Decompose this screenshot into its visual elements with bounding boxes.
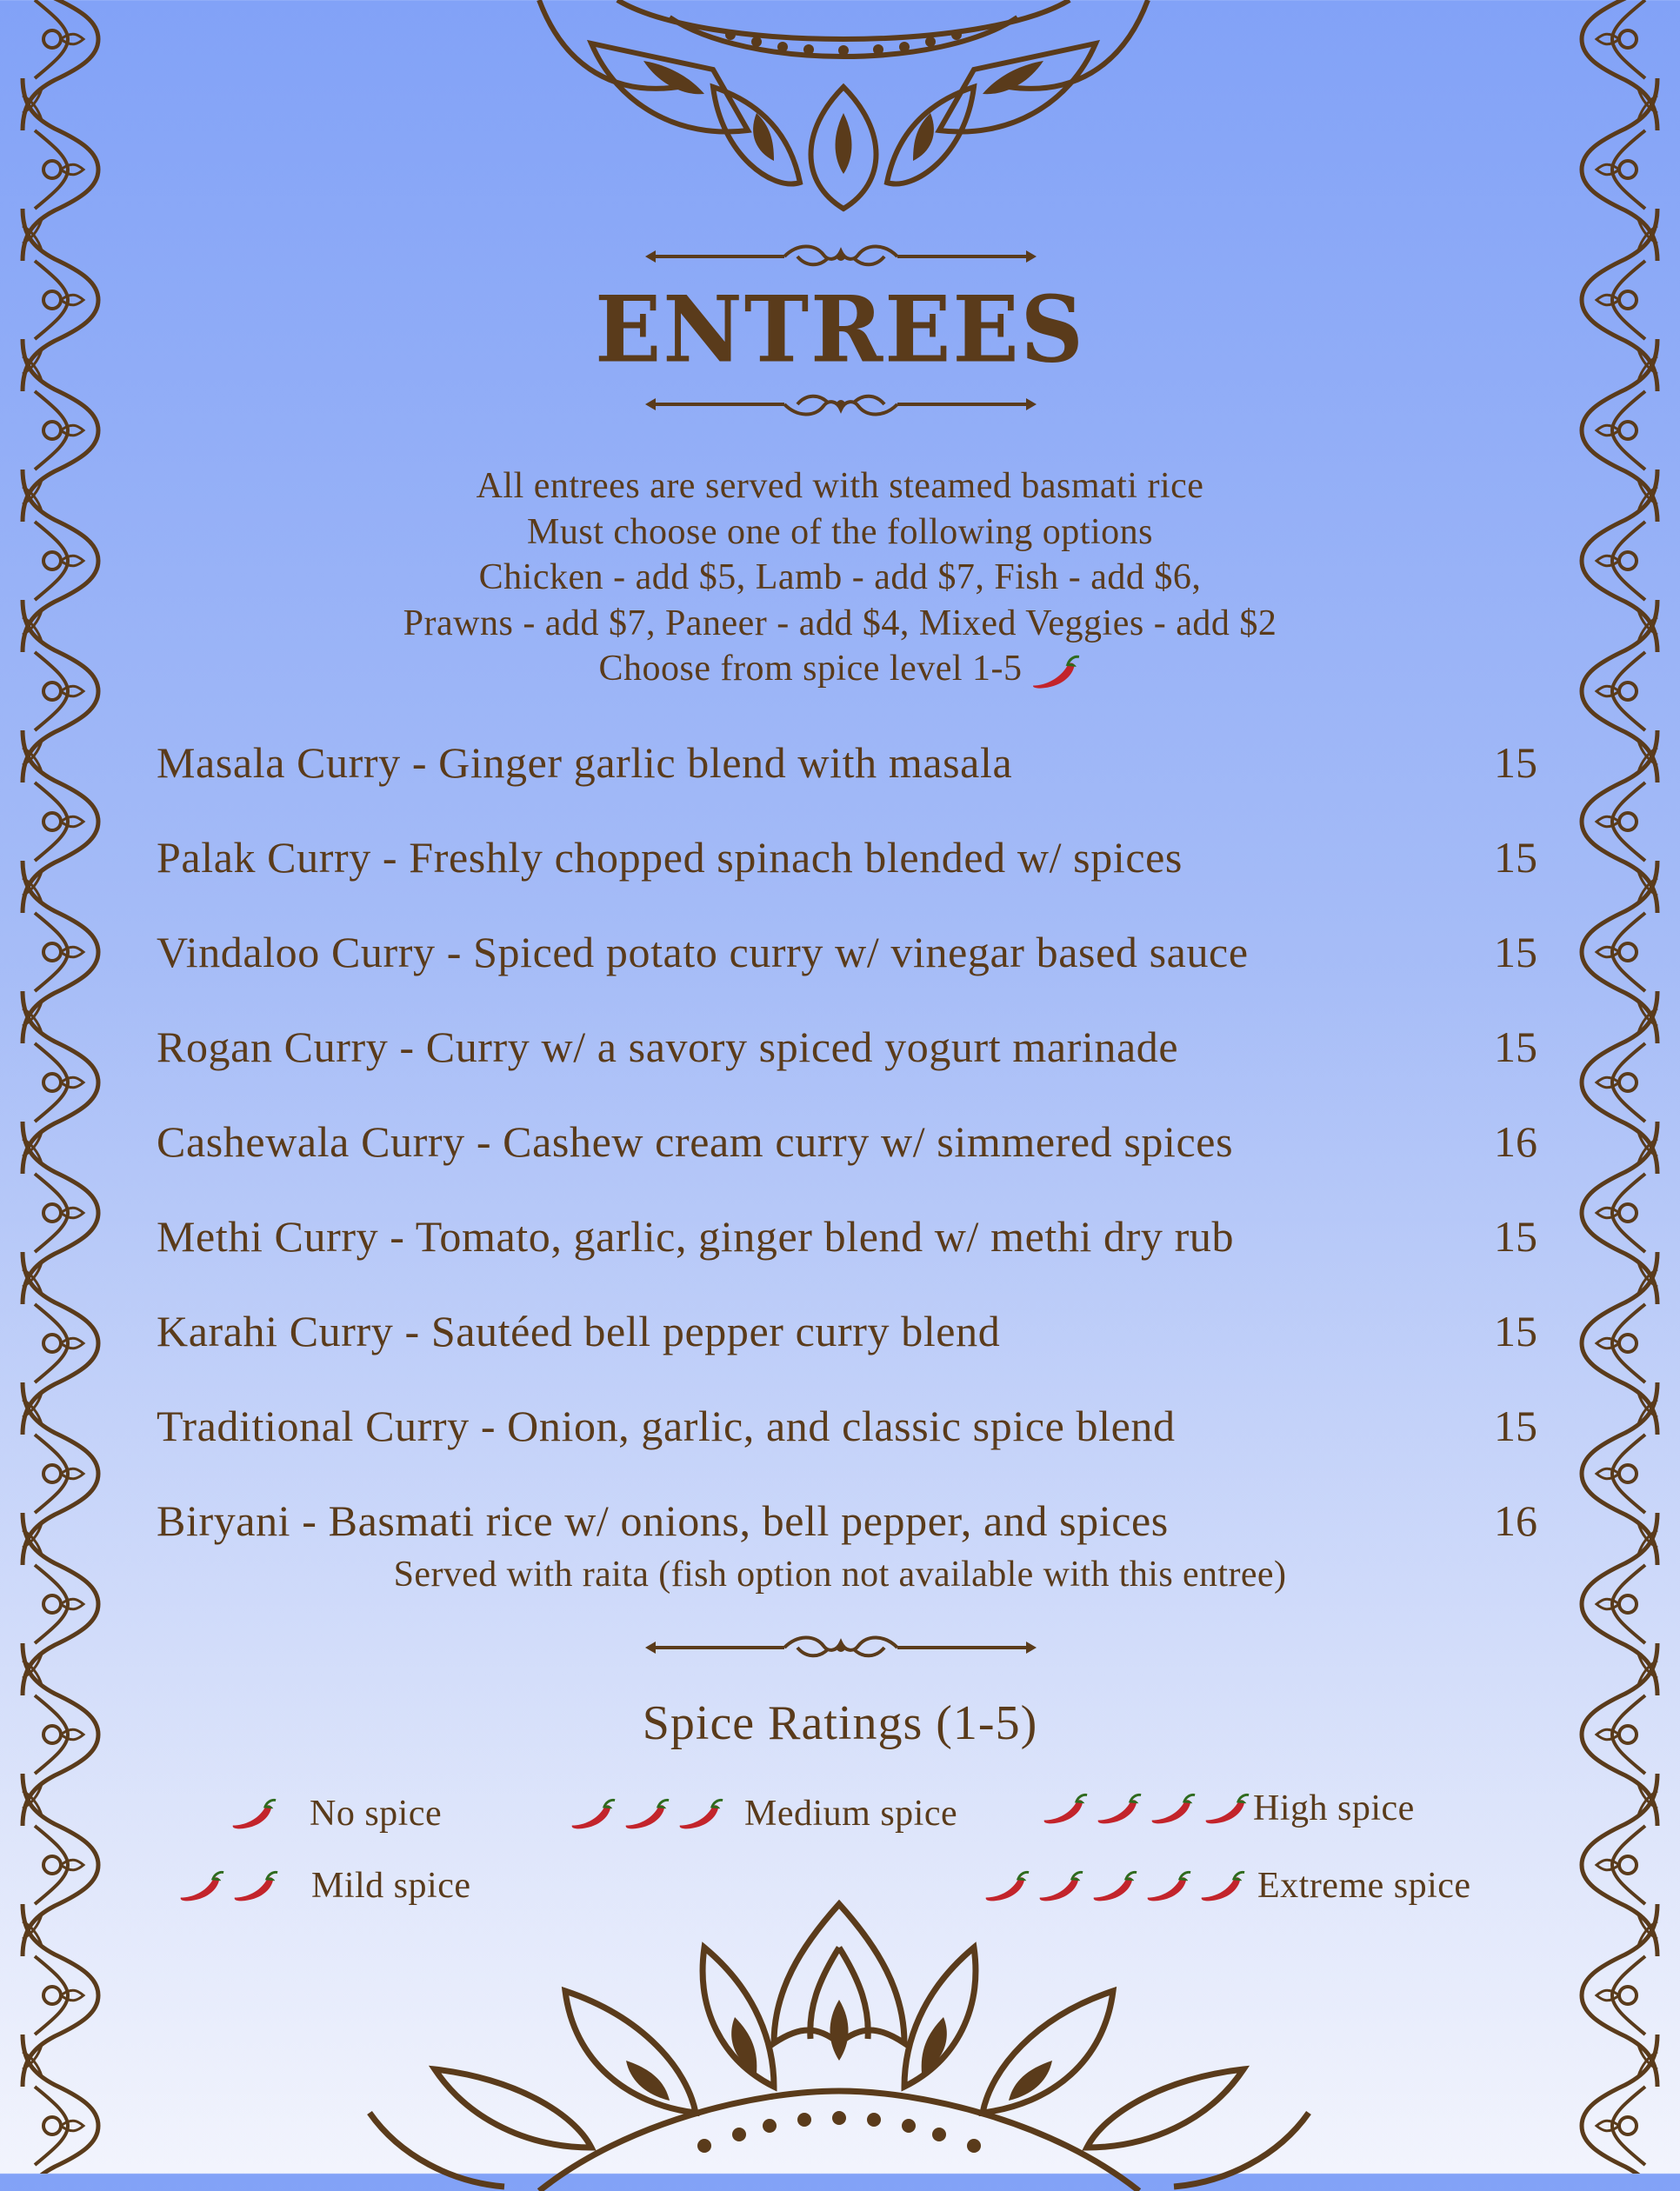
menu-item-name: Biryani - Basmati rice w/ onions, bell pepper, and spices bbox=[157, 1496, 1169, 1545]
chili-pepper-icon bbox=[228, 1796, 278, 1831]
menu-item bbox=[157, 1401, 1548, 1495]
menu-item-name: Rogan Curry - Curry w/ a savory spiced yogurt marinade bbox=[157, 1022, 1179, 1071]
entree-list bbox=[157, 737, 1548, 1590]
chili-group bbox=[567, 1796, 725, 1831]
chili-pepper-icon bbox=[1028, 652, 1082, 690]
menu-item-price: 15 bbox=[1494, 1402, 1537, 1450]
menu-item-price: 15 bbox=[1494, 738, 1537, 787]
chili-pepper-icon bbox=[1201, 1791, 1251, 1826]
spice-label: Mild spice bbox=[311, 1866, 471, 1906]
page-title: ENTREES bbox=[595, 276, 1085, 383]
menu-item-price: 16 bbox=[1494, 1496, 1537, 1545]
chili-pepper-icon bbox=[176, 1868, 226, 1903]
biryani-note: Served with raita (fish option not available with this entree) bbox=[393, 1555, 1287, 1595]
menu-item-name: Methi Curry - Tomato, garlic, ginger blend w/ methi dry rub bbox=[157, 1212, 1235, 1261]
menu-item bbox=[157, 1306, 1548, 1401]
chili-group bbox=[228, 1796, 278, 1831]
menu-item-name: Traditional Curry - Onion, garlic, and classic spice blend bbox=[157, 1402, 1176, 1450]
chili-pepper-icon bbox=[1093, 1791, 1143, 1826]
spice-rating-3 bbox=[567, 1793, 957, 1835]
mandala-ornament-top bbox=[487, 0, 1200, 217]
menu-item-price: 15 bbox=[1494, 1307, 1537, 1355]
spice-label: High spice bbox=[1253, 1788, 1415, 1828]
menu-item bbox=[157, 1116, 1548, 1211]
menu-item-name: Palak Curry - Freshly chopped spinach blended w/ spices bbox=[157, 833, 1183, 882]
menu-item bbox=[157, 737, 1548, 832]
intro-line: All entrees are served with steamed basmati rice bbox=[476, 466, 1204, 506]
intro-line-spice bbox=[0, 646, 1680, 692]
intro-text bbox=[0, 463, 1680, 692]
intro-line: Chicken - add $5, Lamb - add $7, Fish - add $6, bbox=[478, 557, 1202, 597]
chili-pepper-icon bbox=[675, 1796, 725, 1831]
menu-item-name: Karahi Curry - Sautéed bell pepper curry blend bbox=[157, 1307, 1001, 1355]
menu-item-price: 15 bbox=[1494, 833, 1537, 882]
mandala-ornament-bottom bbox=[365, 1895, 1313, 2191]
spice-label: No spice bbox=[310, 1794, 443, 1834]
chili-group bbox=[176, 1868, 280, 1903]
chili-pepper-icon bbox=[567, 1796, 617, 1831]
menu-item bbox=[157, 1211, 1548, 1306]
spice-ratings-title: Spice Ratings (1-5) bbox=[642, 1696, 1038, 1750]
menu-item-price: 16 bbox=[1494, 1117, 1537, 1166]
chili-pepper-icon bbox=[1147, 1791, 1197, 1826]
spice-label: Extreme spice bbox=[1257, 1866, 1471, 1906]
chili-group bbox=[1039, 1791, 1251, 1826]
menu-item-price: 15 bbox=[1494, 1212, 1537, 1261]
spice-label: Medium spice bbox=[744, 1794, 958, 1834]
spice-rating-1 bbox=[228, 1793, 442, 1835]
flourish-divider-middle bbox=[645, 1630, 1037, 1665]
menu-item-name: Cashewala Curry - Cashew cream curry w/ simmered spices bbox=[157, 1117, 1234, 1166]
chili-pepper-icon bbox=[621, 1796, 671, 1831]
spice-rating-4 bbox=[1039, 1788, 1415, 1829]
chili-pepper-icon bbox=[1039, 1791, 1090, 1826]
menu-item bbox=[157, 832, 1548, 927]
intro-line: Prawns - add $7, Paneer - add $4, Mixed Veggies - add $2 bbox=[403, 603, 1277, 643]
flourish-divider-top bbox=[645, 239, 1037, 274]
chili-pepper-icon bbox=[230, 1868, 280, 1903]
menu-item bbox=[157, 927, 1548, 1022]
menu-item-price: 15 bbox=[1494, 928, 1537, 976]
intro-line: Choose from spice level 1-5 bbox=[598, 649, 1023, 689]
flourish-divider-under-title bbox=[645, 387, 1037, 422]
menu-item-name: Vindaloo Curry - Spiced potato curry w/ vinegar based sauce bbox=[157, 928, 1249, 976]
menu-item bbox=[157, 1022, 1548, 1116]
intro-line: Must choose one of the following options bbox=[527, 511, 1153, 552]
menu-item-price: 15 bbox=[1494, 1022, 1537, 1071]
menu-item-name: Masala Curry - Ginger garlic blend with masala bbox=[157, 738, 1013, 787]
